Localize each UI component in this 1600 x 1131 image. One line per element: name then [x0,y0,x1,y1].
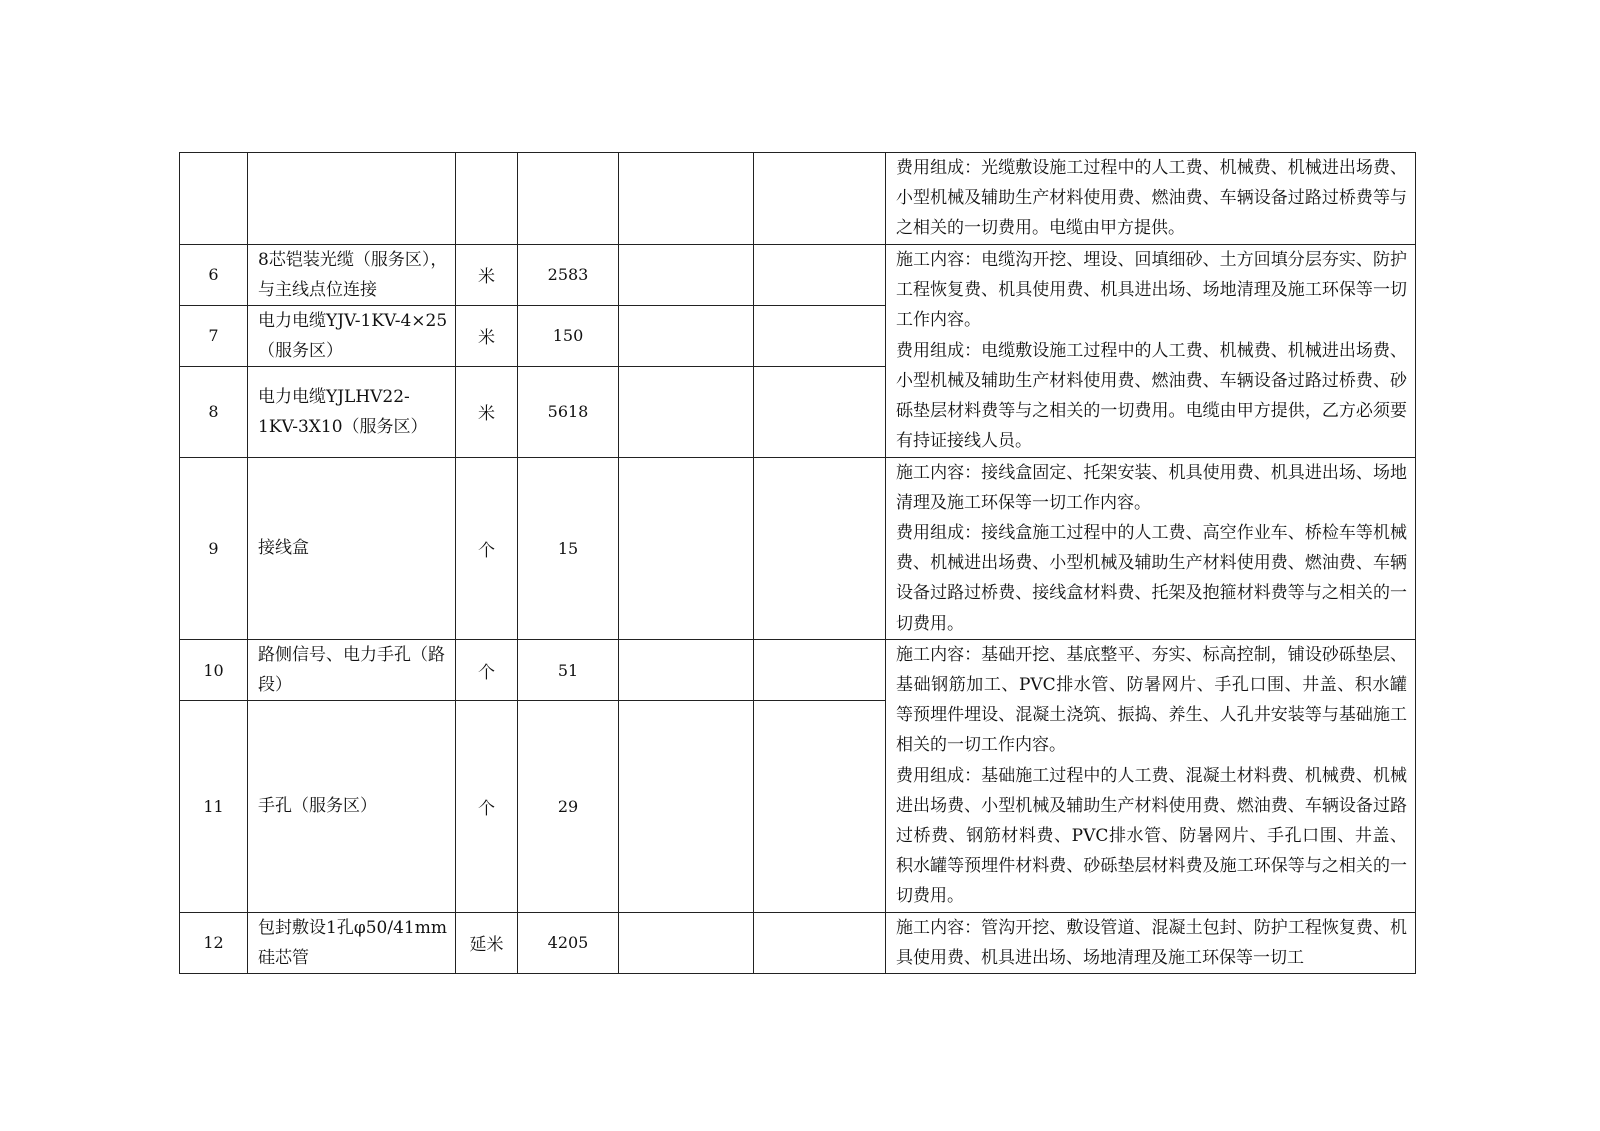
cell-description [886,639,1416,912]
cell-price [619,153,754,245]
cell-price [619,244,754,305]
cell-description [886,912,1416,973]
cost-composition: 费用组成：基础施工过程中的人工费、混凝土材料费、机械费、机械进出场费、小型机械及辅助生产材料使用费、燃油费、车辆设备过路过桥费、钢筋材料费、PVC排水管、防暑网片、手孔口围、井盖、积水罐等预埋件材料费、砂砾垫层材料费及施工环保等与之相关的一切费用。 [896,765,1407,907]
cell-name: 8芯铠装光缆（服务区），与主线点位连接 [248,244,456,305]
cost-composition: 费用组成：电缆敷设施工过程中的人工费、机械费、机械进出场费、小型机械及辅助生产材料使用费、燃油费、车辆设备过路过桥费、砂砾垫层材料费等与之相关的一切费用。电缆由甲方提供，乙方必须要有持证接线人员。 [896,340,1407,452]
table-row [180,457,1416,639]
cost-composition: 费用组成：接线盒施工过程中的人工费、高空作业车、桥检车等机械费、机械进出场费、小型机械及辅助生产材料使用费、燃油费、车辆设备过路过桥费、接线盒材料费、托架及抱箍材料费等与之相关的一切费用。 [896,523,1407,634]
cell-total [754,153,886,245]
cell-qty: 51 [518,639,619,700]
cell-total [754,244,886,305]
cell-no: 6 [180,244,248,305]
cell-qty: 5618 [518,366,619,457]
cell-name: 电力电缆YJV-1KV-4×25（服务区） [248,305,456,366]
cell-no: 8 [180,366,248,457]
cell-total [754,701,886,912]
cell-unit: 个 [456,701,518,912]
work-content: 施工内容：管沟开挖、敷设管道、混凝土包封、防护工程恢复费、机具使用费、机具进出场、场地清理及施工环保等一切工 [896,917,1407,968]
cell-unit: 米 [456,305,518,366]
table-row [180,639,1416,700]
cell-name [248,153,456,245]
cell-price [619,912,754,973]
cell-unit: 个 [456,639,518,700]
work-content: 施工内容：接线盒固定、托架安装、机具使用费、机具进出场、场地清理及施工环保等一切工作内容。 [896,462,1407,513]
cell-unit [456,153,518,245]
work-content: 施工内容：基础开挖、基底整平、夯实、标高控制，铺设砂砾垫层、基础钢筋加工、PVC排水管、防暑网片、手孔口围、井盖、积水罐等预埋件埋设、混凝土浇筑、振捣、养生、人孔井安装等与基础施工相关的一切工作内容。 [896,644,1407,756]
cell-name: 接线盒 [248,457,456,639]
cell-qty: 4205 [518,912,619,973]
cell-price [619,639,754,700]
cell-total [754,912,886,973]
cell-name: 包封敷设1孔φ50/41mm硅芯管 [248,912,456,973]
cell-qty [518,153,619,245]
cell-description [886,244,1416,457]
cell-name: 手孔（服务区） [248,701,456,912]
cell-price [619,701,754,912]
cell-no: 7 [180,305,248,366]
cell-no [180,153,248,245]
cell-total [754,457,886,639]
cell-qty: 150 [518,305,619,366]
cell-unit: 延米 [456,912,518,973]
cell-description [886,153,1416,245]
table-row [180,912,1416,973]
cell-no: 9 [180,457,248,639]
cell-unit: 米 [456,244,518,305]
cell-name: 电力电缆YJLHV22-1KV-3X10（服务区） [248,366,456,457]
cell-unit: 个 [456,457,518,639]
cell-qty: 2583 [518,244,619,305]
quote-table [179,152,1416,974]
cell-price [619,457,754,639]
cell-price [619,366,754,457]
cell-no: 10 [180,639,248,700]
cell-description [886,457,1416,639]
cell-total [754,639,886,700]
cost-composition: 费用组成：光缆敷设施工过程中的人工费、机械费、机械进出场费、小型机械及辅助生产材料使用费、燃油费、车辆设备过路过桥费等与之相关的一切费用。电缆由甲方提供。 [896,158,1407,239]
cell-no: 12 [180,912,248,973]
cell-qty: 15 [518,457,619,639]
work-content: 施工内容：电缆沟开挖、埋设、回填细砂、土方回填分层夯实、防护工程恢复费、机具使用费、机具进出场、场地清理及施工环保等一切工作内容。 [896,249,1407,331]
cell-no: 11 [180,701,248,912]
cell-total [754,305,886,366]
table-row [180,244,1416,305]
cell-unit: 米 [456,366,518,457]
cell-total [754,366,886,457]
table-row-carryover [180,153,1416,245]
cell-qty: 29 [518,701,619,912]
cell-name: 路侧信号、电力手孔（路段） [248,639,456,700]
cell-price [619,305,754,366]
